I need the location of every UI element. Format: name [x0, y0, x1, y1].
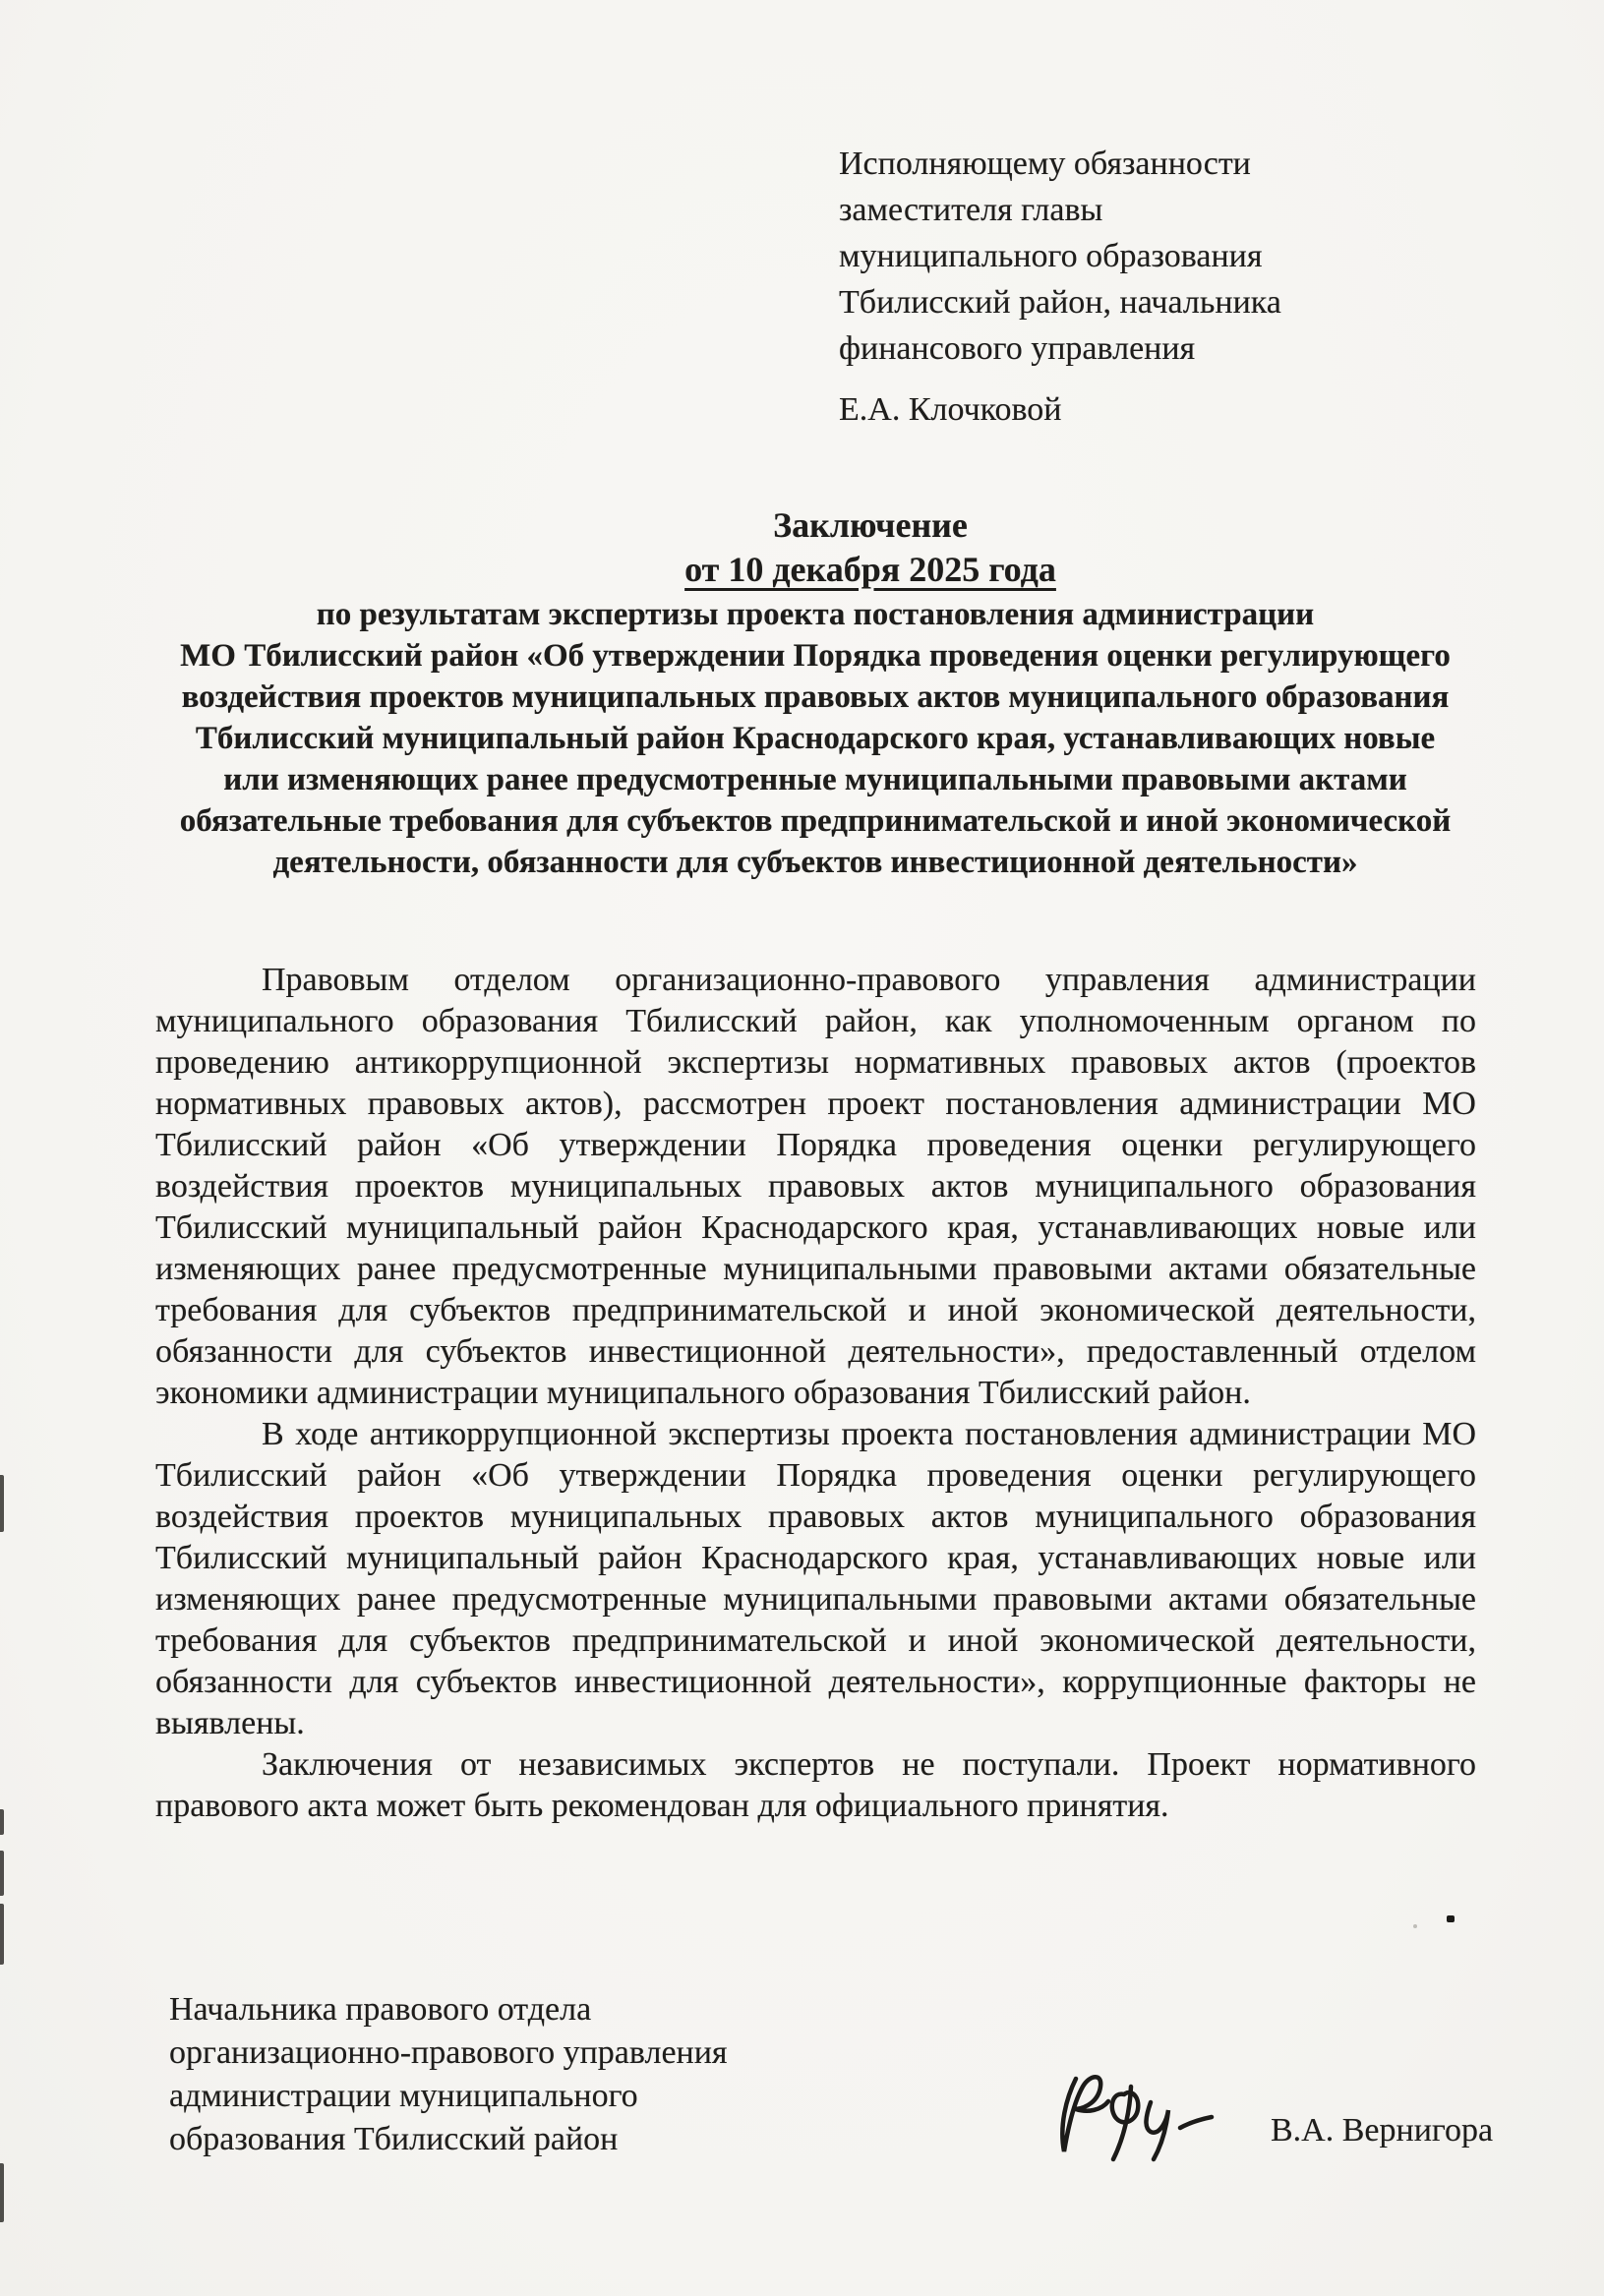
scan-speck	[1447, 1915, 1455, 1922]
document-body	[155, 960, 1476, 1827]
handwritten-signature	[1046, 2065, 1243, 2173]
signatory-name: В.А. Вернигора	[1271, 2112, 1494, 2149]
addressee-line: Тбилисский район, начальника	[839, 284, 1281, 321]
subject-line: по результатам экспертизы проекта постановления администрации	[316, 597, 1315, 632]
document-heading	[154, 503, 1476, 592]
subject-line: или изменяющих ранее предусмотренные муниципальными правовыми актами	[223, 762, 1407, 797]
scan-speck	[1413, 1924, 1417, 1928]
addressee-name: Е.А. Клочковой	[839, 391, 1062, 428]
paragraph-conclusion: Заключения от независимых экспертов не поступали. Проект нормативного правового акта может быть рекомендован для официального принятия.	[155, 1746, 1476, 1824]
subject-line: Тбилисский муниципальный район Краснодарского края, устанавливающих новые	[195, 721, 1436, 756]
scan-edge-artifact	[0, 1475, 4, 1532]
signature-position-line: организационно-правового управления	[169, 2034, 728, 2071]
document-date: от 10 декабря 2025 года	[684, 550, 1056, 589]
subject-line: МО Тбилисский район «Об утверждении Порядка проведения оценки регулирующего	[180, 638, 1451, 674]
signature-position-line: Начальника правового отдела	[169, 1991, 592, 2028]
addressee-line: муниципального образования	[839, 238, 1263, 274]
scan-edge-artifact	[0, 1851, 4, 1896]
addressee-block	[839, 141, 1281, 433]
signature-block	[169, 1988, 728, 2161]
subject-line: обязательные требования для субъектов предпринимательской и иной экономической	[179, 803, 1452, 839]
paragraph-expertise: Правовым отделом организационно-правового управления администрации муниципального образования Тбилисский район, как уполномоченным органом по проведению антикоррупционной экспертизы нормативных правовых актов (проектов нормативных правовых актов), рассмотрен проект постановления администрации МО Тбилисский район «Об утверждении Порядка проведения оценки регулирующего воздействия проектов муниципальных правовых актов муниципального образования Тбилисский муниципальный район Краснодарского края, устанавливающих новые или изменяющих ранее предусмотренные муниципальными правовыми актами обязательные требования для субъектов предпринимательской и иной экономической деятельности, обязанности для субъектов инвестиционной деятельности», предоставленный отделом экономики администрации муниципального образования Тбилисский район.	[155, 962, 1476, 1411]
document-title: Заключение	[773, 505, 968, 545]
addressee-line: финансового управления	[839, 330, 1196, 367]
scan-edge-artifact	[0, 2163, 4, 2222]
addressee-line: Исполняющему обязанности	[839, 146, 1251, 182]
addressee-line: заместителя главы	[839, 192, 1103, 228]
paragraph-findings: В ходе антикоррупционной экспертизы проекта постановления администрации МО Тбилисский район «Об утверждении Порядка проведения оценки регулирующего воздействия проектов муниципальных правовых актов муниципального образования Тбилисский муниципальный район Краснодарского края, устанавливающих новые или изменяющих ранее предусмотренные муниципальными правовыми актами обязательные требования для субъектов предпринимательской и иной экономической деятельности, обязанности для субъектов инвестиционной деятельности», коррупционные факторы не выявлены.	[155, 1416, 1476, 1741]
subject-block	[154, 594, 1476, 883]
subject-line: деятельности, обязанности для субъектов инвестиционной деятельности»	[272, 845, 1358, 880]
scan-edge-artifact	[0, 1904, 4, 1965]
subject-line: воздействия проектов муниципальных правовых актов муниципального образования	[181, 679, 1450, 715]
scan-edge-artifact	[0, 1809, 4, 1835]
signature-position-line: образования Тбилисский район	[169, 2121, 619, 2157]
signature-position-line: администрации муниципального	[169, 2078, 638, 2114]
